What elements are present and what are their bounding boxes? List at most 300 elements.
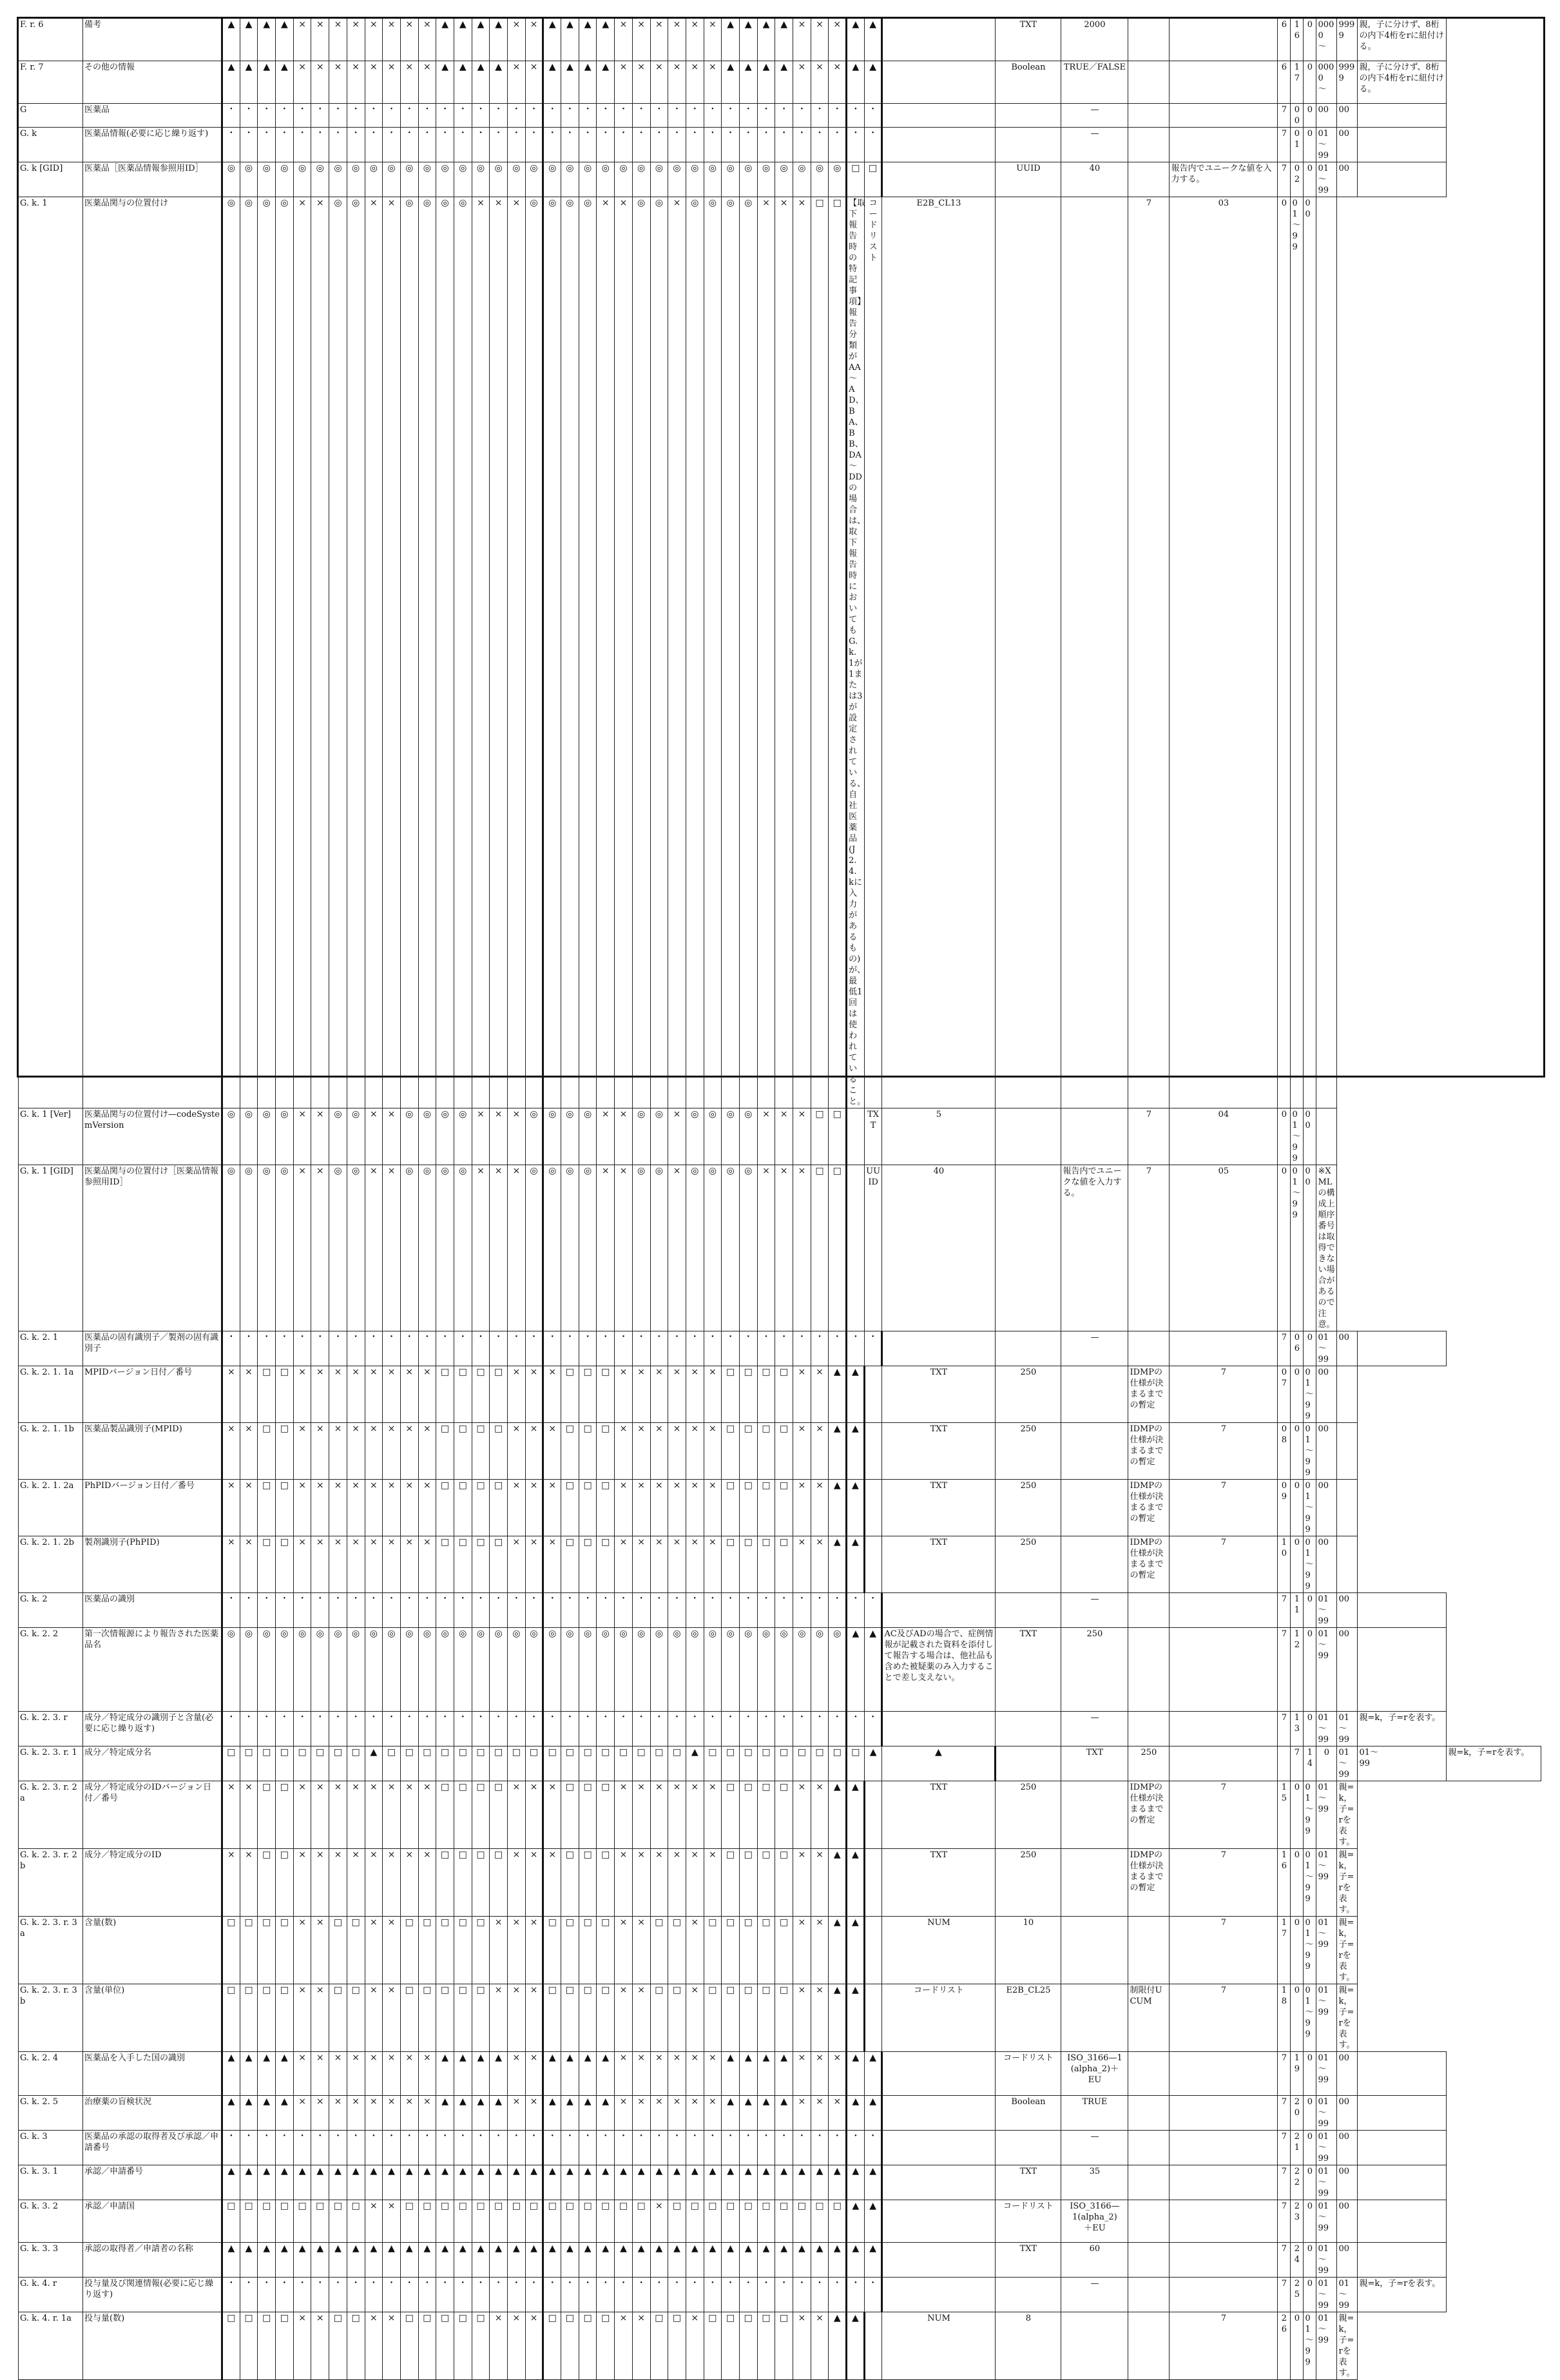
requirement-mark-cell: □ — [276, 1366, 294, 1423]
requirement-mark-cell: × — [508, 1917, 526, 1984]
requirement-mark-cell: ・ — [722, 1593, 740, 1628]
requirement-mark-cell: □ — [490, 1536, 508, 1593]
requirement-mark-cell: × — [632, 2096, 650, 2131]
requirement-mark-cell: □ — [775, 1917, 793, 1984]
requirement-mark-cell: ▲ — [793, 2165, 811, 2200]
requirement-mark-cell: × — [793, 197, 811, 1108]
requirement-mark-cell: □ — [276, 1984, 294, 2052]
requirement-mark-cell: × — [311, 1480, 329, 1536]
requirement-mark-cell: □ — [632, 1746, 650, 1781]
requirement-mark-cell: ・ — [775, 2278, 793, 2312]
table-row — [19, 1628, 1541, 1712]
requirement-mark-cell: ▲ — [258, 2243, 276, 2278]
requirement-mark-cell: × — [793, 19, 811, 61]
requirement-mark-cell: ▲ — [543, 2165, 561, 2200]
requirement-mark-cell: ◎ — [686, 1628, 704, 1712]
flag-cell: 0 — [1291, 1480, 1304, 1536]
sequence-no-cell: 14 — [1304, 1746, 1316, 1781]
requirement-mark-cell: ▲ — [704, 2165, 722, 2200]
comment-cell — [1358, 1628, 1447, 1712]
remark-cell — [1128, 1917, 1170, 1984]
requirement-mark-cell: □ — [579, 1849, 597, 1917]
parent-range-cell: 01～ 99 — [1291, 1165, 1304, 1331]
requirement-mark-cell: × — [811, 2052, 829, 2096]
requirement-mark-cell: ・ — [240, 1331, 258, 1366]
requirement-mark-cell: × — [811, 1917, 829, 1984]
requirement-mark-cell: □ — [525, 1746, 543, 1781]
related-cell — [1061, 1480, 1128, 1536]
requirement-mark-cell: □ — [650, 2312, 668, 2380]
item-number-cell: G. k — [19, 128, 83, 162]
requirement-mark-cell: ・ — [258, 2278, 276, 2312]
child-range-cell: 00 — [1337, 2052, 1358, 2096]
item-name-cell: MPIDバージョン日付／番号 — [83, 1366, 222, 1423]
requirement-mark-cell: ◎ — [454, 1628, 472, 1712]
requirement-mark-cell: □ — [543, 2312, 561, 2380]
sequence-no-cell: 09 — [1278, 1480, 1291, 1536]
table-row — [19, 1536, 1541, 1593]
requirement-mark-cell: ◎ — [615, 162, 633, 197]
requirement-mark-cell: ▲ — [650, 2165, 668, 2200]
requirement-mark-cell: □ — [615, 2200, 633, 2243]
requirement-mark-cell: ◎ — [632, 1108, 650, 1165]
flag-cell: 0 — [1304, 19, 1316, 61]
requirement-mark-cell: □ — [739, 1423, 757, 1480]
requirement-mark-cell: □ — [597, 1917, 615, 1984]
requirement-mark-cell: ▲ — [543, 2052, 561, 2096]
requirement-mark-cell: ◎ — [543, 197, 561, 1108]
child-range-cell: 00 — [1337, 2131, 1358, 2165]
item-name-cell: PhPIDバージョン日付／番号 — [83, 1480, 222, 1536]
requirement-mark-cell: × — [293, 2052, 311, 2096]
requirement-mark-cell: × — [383, 1366, 401, 1423]
requirement-mark-cell: □ — [454, 1917, 472, 1984]
requirement-mark-cell: ▲ — [293, 2243, 311, 2278]
requirement-mark-cell: □ — [579, 1746, 597, 1781]
requirement-mark-cell: ・ — [490, 1593, 508, 1628]
requirement-mark-cell: ◎ — [347, 1628, 365, 1712]
comment-cell: 親=k，子=rを表す。 — [1358, 2278, 1447, 2312]
special-note-cell — [864, 1849, 882, 1917]
requirement-mark-cell: × — [240, 1781, 258, 1849]
requirement-mark-cell: ・ — [686, 2131, 704, 2165]
requirement-mark-cell: × — [525, 1781, 543, 1849]
requirement-mark-cell: ◎ — [258, 162, 276, 197]
requirement-mark-cell: □ — [829, 1108, 847, 1165]
requirement-mark-cell: ▲ — [525, 2243, 543, 2278]
requirement-mark-cell: ▲ — [847, 2243, 865, 2278]
requirement-mark-cell: × — [650, 1480, 668, 1536]
requirement-mark-cell: ・ — [722, 2278, 740, 2312]
requirement-mark-cell: × — [508, 1165, 526, 1331]
data-type-cell: コードリスト — [864, 197, 882, 1108]
requirement-mark-cell: × — [365, 1984, 383, 2052]
table-row — [19, 2052, 1541, 2096]
requirement-mark-cell: □ — [722, 1423, 740, 1480]
sequence-no-cell: 25 — [1291, 2278, 1304, 2312]
requirement-mark-cell: □ — [436, 2312, 454, 2380]
requirement-mark-cell: ▲ — [864, 2243, 882, 2278]
requirement-mark-cell: ・ — [311, 1593, 329, 1628]
item-name-cell: 医薬品関与の位置付け — [83, 197, 222, 1108]
requirement-mark-cell: ▲ — [757, 19, 775, 61]
length-cell: — — [1061, 2131, 1128, 2165]
special-note-cell — [864, 1480, 882, 1536]
data-type-cell: TXT — [996, 2243, 1061, 2278]
requirement-mark-cell: □ — [757, 1480, 775, 1536]
requirement-mark-cell: × — [293, 1536, 311, 1593]
requirement-mark-cell: ・ — [597, 1331, 615, 1366]
related-cell — [1128, 104, 1170, 128]
related-cell — [1061, 2312, 1128, 2380]
requirement-mark-cell: × — [222, 1781, 240, 1849]
requirement-mark-cell: × — [508, 1536, 526, 1593]
requirement-mark-cell: ◎ — [418, 197, 436, 1108]
flag-cell: 0 — [1304, 2052, 1316, 2096]
child-range-cell: 01～ 99 — [1337, 1712, 1358, 1746]
requirement-mark-cell: ・ — [490, 2278, 508, 2312]
flag-cell: 0 — [1304, 2131, 1316, 2165]
requirement-mark-cell: × — [365, 1781, 383, 1849]
requirement-mark-cell: ・ — [525, 1331, 543, 1366]
table-row — [19, 1366, 1541, 1423]
table-row — [19, 1746, 1541, 1781]
parent-range-cell: 01～ 99 — [1304, 1984, 1316, 2052]
requirement-mark-cell: × — [704, 2052, 722, 2096]
requirement-mark-cell: ▲ — [847, 1849, 865, 1917]
remark-cell: 報告内でユニークな値を入力する。 — [1061, 1165, 1128, 1331]
requirement-mark-cell: × — [311, 1536, 329, 1593]
special-note-cell — [882, 2165, 996, 2200]
requirement-mark-cell: ・ — [704, 1331, 722, 1366]
requirement-mark-cell: ・ — [668, 2131, 686, 2165]
requirement-mark-cell: ・ — [864, 1331, 882, 1366]
remark-cell — [1170, 2165, 1278, 2200]
requirement-mark-cell: ▲ — [864, 1628, 882, 1712]
requirement-mark-cell: □ — [258, 1746, 276, 1781]
requirement-mark-cell: ・ — [793, 2278, 811, 2312]
parent-range-cell: 0000 ～ — [1316, 19, 1337, 61]
item-name-cell: 投与量及び関連情報(必要に応じ繰り返す) — [83, 2278, 222, 2312]
table-row — [19, 162, 1541, 197]
requirement-mark-cell: ・ — [561, 104, 579, 128]
requirement-mark-cell: ▲ — [757, 61, 775, 104]
requirement-mark-cell: × — [347, 2096, 365, 2131]
requirement-mark-cell: ◎ — [293, 1628, 311, 1712]
requirement-mark-cell: ◎ — [579, 162, 597, 197]
requirement-mark-cell: ◎ — [383, 162, 401, 197]
requirement-mark-cell: □ — [650, 1917, 668, 1984]
requirement-mark-cell: ・ — [472, 2131, 490, 2165]
child-range-cell: 00 — [1337, 2096, 1358, 2131]
requirement-mark-cell: ・ — [365, 1712, 383, 1746]
requirement-mark-cell: × — [383, 2200, 401, 2243]
parent-range-cell: 01～ 99 — [1316, 2131, 1337, 2165]
requirement-mark-cell: × — [543, 1536, 561, 1593]
requirement-mark-cell: ・ — [811, 1593, 829, 1628]
requirement-mark-cell: × — [686, 1781, 704, 1849]
flag-cell: 0 — [1304, 2200, 1316, 2243]
comment-cell — [1316, 1108, 1337, 1165]
requirement-mark-cell: × — [311, 1108, 329, 1165]
requirement-mark-cell: ・ — [276, 2131, 294, 2165]
length-cell: 8 — [996, 2312, 1061, 2380]
requirement-mark-cell: ・ — [240, 2131, 258, 2165]
item-number-cell: G. k. 2. 4 — [19, 2052, 83, 2096]
requirement-mark-cell: × — [365, 1917, 383, 1984]
requirement-mark-cell: ▲ — [775, 61, 793, 104]
remark-cell — [1170, 1628, 1278, 1712]
requirement-mark-cell: × — [543, 1849, 561, 1917]
requirement-mark-cell: ◎ — [311, 1628, 329, 1712]
requirement-mark-cell: ・ — [418, 1331, 436, 1366]
length-cell: — — [1061, 2278, 1128, 2312]
special-note-cell — [882, 1712, 996, 1746]
parent-range-cell: 01～ 99 — [1316, 1712, 1337, 1746]
length-cell: 250 — [996, 1366, 1061, 1423]
requirement-mark-cell: ・ — [329, 104, 347, 128]
requirement-mark-cell: □ — [739, 1781, 757, 1849]
parent-range-cell: 01～ 99 — [1304, 1781, 1316, 1849]
requirement-mark-cell: ◎ — [561, 1628, 579, 1712]
flag-cell: 0 — [1291, 1366, 1304, 1423]
requirement-mark-cell: ◎ — [632, 1628, 650, 1712]
requirement-mark-cell: ▲ — [597, 2243, 615, 2278]
requirement-mark-cell: ・ — [222, 128, 240, 162]
requirement-mark-cell: ◎ — [418, 1165, 436, 1331]
requirement-mark-cell: □ — [561, 1480, 579, 1536]
requirement-mark-cell: ▲ — [882, 1746, 996, 1781]
comment-cell: 親=k，子=rを表す。 — [1337, 1781, 1358, 1849]
related-cell — [996, 197, 1061, 1108]
comment-cell: 親=k，子=rを表す。 — [1337, 1849, 1358, 1917]
requirement-mark-cell: × — [615, 1108, 633, 1165]
requirement-mark-cell: × — [757, 1165, 775, 1331]
requirement-mark-cell: ・ — [650, 2278, 668, 2312]
requirement-mark-cell: ・ — [650, 1712, 668, 1746]
requirement-mark-cell: × — [383, 1536, 401, 1593]
requirement-mark-cell: □ — [472, 1366, 490, 1423]
requirement-mark-cell: □ — [561, 2312, 579, 2380]
requirement-mark-cell: × — [668, 1366, 686, 1423]
child-range-cell: 00 — [1316, 1480, 1337, 1536]
requirement-mark-cell: ・ — [757, 2278, 775, 2312]
parent-range-cell: 01～ 99 — [1304, 1536, 1316, 1593]
data-type-cell: TXT — [882, 1366, 996, 1423]
requirement-mark-cell: × — [668, 61, 686, 104]
parent-range-cell: 01～ 99 — [1316, 2052, 1337, 2096]
requirement-mark-cell: ▲ — [579, 2096, 597, 2131]
requirement-mark-cell: ・ — [739, 1593, 757, 1628]
requirement-mark-cell: × — [365, 19, 383, 61]
requirement-mark-cell: ◎ — [704, 162, 722, 197]
requirement-mark-cell: ▲ — [454, 2165, 472, 2200]
requirement-mark-cell: □ — [329, 1984, 347, 2052]
related-cell — [1128, 1628, 1170, 1712]
requirement-mark-cell: × — [615, 1781, 633, 1849]
requirement-mark-cell: ・ — [597, 2278, 615, 2312]
requirement-mark-cell: □ — [686, 2200, 704, 2243]
spec-sheet — [18, 18, 1541, 2380]
requirement-mark-cell: × — [329, 1480, 347, 1536]
requirement-mark-cell: ▲ — [436, 2052, 454, 2096]
requirement-mark-cell: ▲ — [597, 2096, 615, 2131]
requirement-mark-cell: × — [615, 1480, 633, 1536]
section-no-cell: 7 — [1278, 1628, 1291, 1712]
requirement-mark-cell: □ — [276, 1423, 294, 1480]
related-cell — [1128, 2131, 1170, 2165]
requirement-mark-cell: ▲ — [365, 2243, 383, 2278]
requirement-mark-cell: ・ — [365, 2131, 383, 2165]
section-no-cell: 7 — [1170, 1917, 1278, 1984]
related-cell — [1061, 1984, 1128, 2052]
requirement-mark-cell: × — [311, 1781, 329, 1849]
requirement-mark-cell: ▲ — [847, 2096, 865, 2131]
comment-cell — [1316, 197, 1337, 1108]
requirement-mark-cell: ・ — [811, 2131, 829, 2165]
requirement-mark-cell: × — [757, 1108, 775, 1165]
requirement-mark-cell: ・ — [597, 104, 615, 128]
child-range-cell: 00 — [1304, 1165, 1316, 1331]
section-no-cell: 7 — [1278, 104, 1291, 128]
requirement-mark-cell: ・ — [454, 1593, 472, 1628]
parent-range-cell: 01～ 99 — [1316, 2243, 1337, 2278]
requirement-mark-cell: × — [383, 2052, 401, 2096]
special-note-cell — [882, 2278, 996, 2312]
section-no-cell: 7 — [1278, 2200, 1291, 2243]
requirement-mark-cell: × — [311, 19, 329, 61]
requirement-mark-cell: × — [615, 19, 633, 61]
section-no-cell: 7 — [1170, 2312, 1278, 2380]
child-range-cell: 00 — [1304, 197, 1316, 1108]
data-type-cell: コードリスト — [882, 1984, 996, 2052]
requirement-mark-cell: ◎ — [561, 1165, 579, 1331]
requirement-mark-cell: × — [704, 1781, 722, 1849]
requirement-mark-cell: ・ — [508, 2131, 526, 2165]
table-row — [19, 1712, 1541, 1746]
child-range-cell: 01～ 99 — [1316, 2312, 1337, 2380]
requirement-mark-cell: ◎ — [454, 1165, 472, 1331]
requirement-mark-cell: × — [311, 2096, 329, 2131]
child-range-cell: 00 — [1304, 1108, 1316, 1165]
requirement-mark-cell: ・ — [704, 128, 722, 162]
requirement-mark-cell: □ — [400, 1746, 418, 1781]
requirement-mark-cell: ▲ — [829, 1480, 847, 1536]
requirement-mark-cell: □ — [258, 1366, 276, 1423]
requirement-mark-cell: × — [365, 1536, 383, 1593]
requirement-mark-cell: × — [757, 197, 775, 1108]
data-type-cell: NUM — [882, 2312, 996, 2380]
parent-range-cell: 01～ 99 — [1316, 128, 1337, 162]
requirement-mark-cell: ▲ — [240, 61, 258, 104]
requirement-mark-cell: ・ — [525, 104, 543, 128]
requirement-mark-cell: ▲ — [650, 2243, 668, 2278]
requirement-mark-cell: ・ — [472, 1331, 490, 1366]
requirement-mark-cell: □ — [454, 1781, 472, 1849]
requirement-mark-cell: ・ — [347, 1712, 365, 1746]
sequence-no-cell: 13 — [1291, 1712, 1304, 1746]
section-no-cell: 7 — [1278, 2052, 1291, 2096]
requirement-mark-cell: × — [650, 19, 668, 61]
requirement-mark-cell: × — [472, 1108, 490, 1165]
requirement-mark-cell: × — [311, 1423, 329, 1480]
requirement-mark-cell: ▲ — [847, 1781, 865, 1849]
requirement-mark-cell: ◎ — [561, 1108, 579, 1165]
requirement-mark-cell: □ — [829, 2200, 847, 2243]
requirement-mark-cell: ▲ — [847, 1536, 865, 1593]
requirement-mark-cell: ▲ — [579, 2165, 597, 2200]
requirement-mark-cell: ▲ — [490, 61, 508, 104]
requirement-mark-cell: × — [811, 2096, 829, 2131]
length-cell: E2B_CL25 — [996, 1984, 1061, 2052]
remark-cell — [1170, 1712, 1278, 1746]
requirement-mark-cell: × — [222, 1480, 240, 1536]
section-no-cell: 7 — [1278, 2165, 1291, 2200]
requirement-mark-cell: ◎ — [222, 162, 240, 197]
requirement-mark-cell: □ — [222, 1984, 240, 2052]
requirement-mark-cell: ◎ — [722, 162, 740, 197]
requirement-mark-cell: ・ — [436, 1593, 454, 1628]
requirement-mark-cell: × — [293, 2312, 311, 2380]
requirement-mark-cell: × — [686, 19, 704, 61]
requirement-mark-cell: ・ — [543, 2278, 561, 2312]
requirement-mark-cell: ・ — [561, 2131, 579, 2165]
requirement-mark-cell: ◎ — [525, 1108, 543, 1165]
table-row — [19, 1331, 1541, 1366]
requirement-mark-cell: ・ — [454, 128, 472, 162]
remark-cell — [1170, 104, 1278, 128]
requirement-mark-cell: × — [775, 1108, 793, 1165]
requirement-mark-cell: × — [615, 1423, 633, 1480]
requirement-mark-cell: ・ — [508, 2278, 526, 2312]
requirement-mark-cell: □ — [276, 1781, 294, 1849]
requirement-mark-cell: □ — [775, 1781, 793, 1849]
requirement-mark-cell: □ — [811, 1746, 829, 1781]
requirement-mark-cell: ▲ — [615, 2165, 633, 2200]
requirement-mark-cell: ▲ — [739, 61, 757, 104]
related-cell — [1128, 2165, 1170, 2200]
requirement-mark-cell: ◎ — [739, 162, 757, 197]
data-type-cell: TXT — [996, 19, 1061, 61]
requirement-mark-cell: × — [240, 1536, 258, 1593]
requirement-mark-cell: ◎ — [579, 1108, 597, 1165]
requirement-mark-cell: □ — [222, 1746, 240, 1781]
comment-cell — [1358, 2165, 1447, 2200]
requirement-mark-cell: □ — [597, 2200, 615, 2243]
requirement-mark-cell: × — [365, 1423, 383, 1480]
comment-cell — [1358, 1331, 1447, 1366]
requirement-mark-cell: × — [811, 1849, 829, 1917]
sequence-no-cell: 16 — [1278, 1849, 1291, 1917]
requirement-mark-cell: ▲ — [508, 2243, 526, 2278]
requirement-mark-cell: ・ — [650, 104, 668, 128]
requirement-mark-cell: × — [490, 2312, 508, 2380]
requirement-mark-cell: ・ — [365, 1593, 383, 1628]
requirement-mark-cell: × — [365, 197, 383, 1108]
requirement-mark-cell: ▲ — [490, 2165, 508, 2200]
requirement-mark-cell: ◎ — [240, 1108, 258, 1165]
requirement-mark-cell: ◎ — [775, 1628, 793, 1712]
requirement-mark-cell: ・ — [418, 1712, 436, 1746]
requirement-mark-cell: □ — [811, 197, 829, 1108]
requirement-mark-cell: ◎ — [454, 1108, 472, 1165]
item-spec-table — [18, 18, 1541, 2380]
requirement-mark-cell: ・ — [490, 104, 508, 128]
requirement-mark-cell: × — [418, 2052, 436, 2096]
requirement-mark-cell: ・ — [418, 104, 436, 128]
requirement-mark-cell: ・ — [757, 2131, 775, 2165]
requirement-mark-cell: □ — [454, 1984, 472, 2052]
